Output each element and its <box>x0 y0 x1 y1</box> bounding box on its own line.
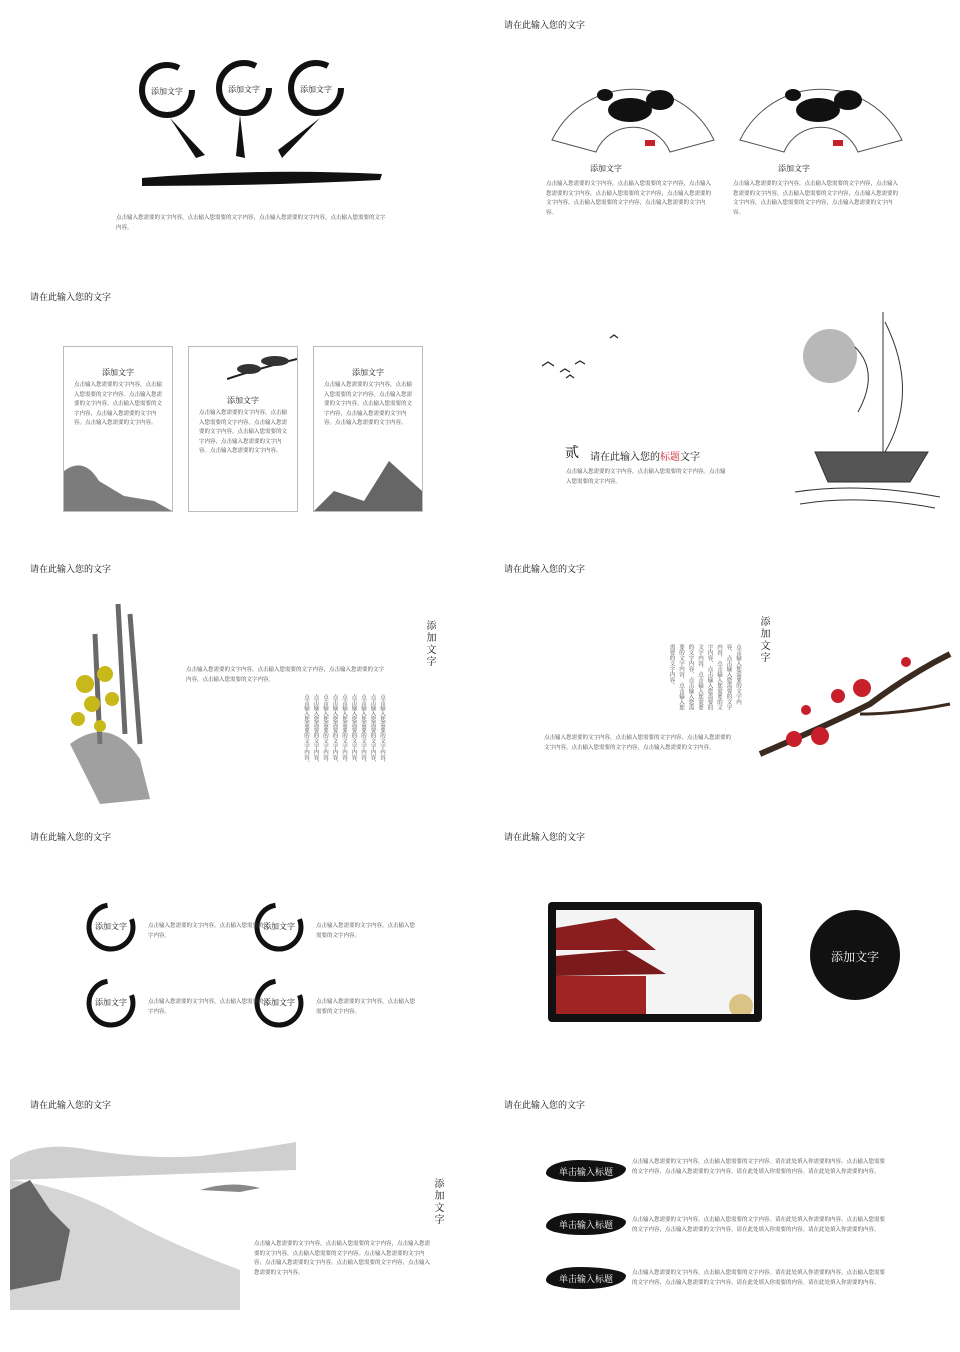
card-3[interactable] <box>313 346 423 512</box>
slide-6 <box>480 544 960 812</box>
title-highlight: 标题 <box>660 452 680 463</box>
slide-header[interactable]: 请在此输入您的文字 <box>30 833 112 843</box>
row-3-label[interactable]: 单击输入标题 <box>546 1267 626 1289</box>
vertical-body[interactable]: 点击输入您需要的文字内容，点击输入您需要的文字内容，点击输入您需要的文字内容，点击输入您需要的文字内容，点击输入您需要的文字内容，点击输入您需要的文字内容，点击输入您需要的文字内容，点击输入您需要的文字内容，点击输入您需要的文字内容。 <box>303 694 385 766</box>
pagoda-roof-icon <box>556 910 754 1014</box>
ring-body-1[interactable]: 点击输入您需要的文字内容，点击输入您需要的文字内容。 <box>148 923 270 939</box>
slide-header[interactable]: 请在此输入您的文字 <box>30 293 112 303</box>
enso-label-3[interactable]: 添加文字 <box>300 85 332 94</box>
slide-5 <box>0 544 480 812</box>
card-1[interactable] <box>63 346 173 512</box>
slide-header[interactable]: 请在此输入您的文字 <box>504 565 586 575</box>
col-1-body[interactable]: 点击输入您需要的文字内容，点击输入您需要的文字内容，点击输入您需要的文字内容，点击输入您需要的文字内容，点击输入您需要的文字内容，点击输入您需要的文字内容，点击输入您需要的文字内容。 <box>546 181 712 216</box>
title-part-c: 文字 <box>680 452 700 463</box>
vertical-title[interactable]: 添加文字 <box>758 616 769 664</box>
row-1-body[interactable]: 点击输入您需要的文字内容，点击输入您需要的文字内容。请在此处填入你需要的内容。点击输入您需要的文字内容，点击输入您需要的文字内容。请在此处填入你需要的内容。请在此处填入你需要的内容。 <box>632 1159 886 1175</box>
ring-body-4[interactable]: 点击输入您需要的文字内容，点击输入您需要的文字内容。 <box>316 999 416 1015</box>
circle-label[interactable]: 添加文字 <box>830 950 879 964</box>
enso-label-1[interactable]: 添加文字 <box>151 87 183 96</box>
folding-fan-paintings <box>480 0 960 268</box>
body-text[interactable]: 点击输入您需要的文字内容，点击输入您需要的文字内容，点击输入您需要的文字内容，点击输入您需要的文字内容。点击输入您需要的文字内容，点击输入您需要的文字内容，点击输入您需要的文字内容，点击输入您需要的文字内容。 <box>254 1241 431 1276</box>
card-title: 添加文字 <box>102 368 134 377</box>
slide-8 <box>480 812 960 1080</box>
slide-4 <box>480 272 960 540</box>
vertical-title[interactable]: 添加文字 <box>424 620 435 668</box>
slide-7 <box>0 812 480 1080</box>
ring-label-3[interactable]: 添加文字 <box>95 998 127 1007</box>
card-title: 添加文字 <box>352 368 384 377</box>
row-3-body[interactable]: 点击输入您需要的文字内容，点击输入您需要的文字内容。请在此处填入你需要的内容。点击输入您需要的文字内容，点击输入您需要的文字内容。请在此处填入你需要的内容。请在此处填入你需要的内容。 <box>632 1270 886 1286</box>
body-text[interactable]: 点击输入您需要的文字内容，点击输入您需要的文字内容，点击输入您需要的文字内容，点击输入您需要的文字内容。 <box>186 667 385 683</box>
enso-label-2[interactable]: 添加文字 <box>228 85 260 94</box>
mountain-landscape-painting <box>0 1080 480 1348</box>
slide-header[interactable]: 请在此输入您的文字 <box>30 1101 112 1111</box>
ink-mountain-icon <box>314 451 422 511</box>
ink-ring-icons <box>0 812 480 1080</box>
slide-header[interactable]: 请在此输入您的文字 <box>504 1101 586 1111</box>
section-numeral[interactable]: 贰 <box>565 445 579 461</box>
plum-blossom-painting <box>750 644 960 764</box>
card-body: 点击输入您需要的文字内容，点击输入您需要的文字内容。点击输入您需要的文字内容。点击输入您需要的文字内容，点击输入您需要的文字内容。点击输入您需要的文字内容。 <box>324 382 413 427</box>
ring-label-1[interactable]: 添加文字 <box>95 922 127 931</box>
slide-1 <box>0 0 480 268</box>
slide-header[interactable]: 请在此输入您的文字 <box>504 833 586 843</box>
col-2-body[interactable]: 点击输入您需要的文字内容，点击输入您需要的文字内容，点击输入您需要的文字内容，点击输入您需要的文字内容，点击输入您需要的文字内容，点击输入您需要的文字内容，点击输入您需要的文字内容。 <box>733 181 899 216</box>
ring-body-2[interactable]: 点击输入您需要的文字内容，点击输入您需要的文字内容。 <box>316 923 416 939</box>
col-1-title[interactable]: 添加文字 <box>590 164 622 173</box>
pine-branch-icon <box>227 349 297 389</box>
ring-body-3[interactable]: 点击输入您需要的文字内容，点击输入您需要的文字内容。 <box>148 999 270 1015</box>
sailboat-illustration <box>480 272 960 540</box>
slide-10 <box>480 1080 960 1348</box>
slide-2 <box>480 0 960 268</box>
row-1-label[interactable]: 单击输入标题 <box>546 1160 626 1182</box>
ink-frame <box>548 902 762 1022</box>
col-2-title[interactable]: 添加文字 <box>778 164 810 173</box>
pagoda-photo <box>556 910 754 1014</box>
vertical-title[interactable]: 添加文字 <box>432 1178 443 1226</box>
ring-label-2[interactable]: 添加文字 <box>263 922 295 931</box>
ring-label-4[interactable]: 添加文字 <box>263 998 295 1007</box>
section-body[interactable]: 点击输入您需要的文字内容，点击输入您需要的文字内容。点击输入您需要的文字内容。 <box>566 469 726 485</box>
section-title[interactable] <box>590 448 700 463</box>
slide-9 <box>0 1080 480 1348</box>
row-2-label[interactable]: 单击输入标题 <box>546 1213 626 1235</box>
vertical-body[interactable]: 点击输入您需要的文字内容，点击输入您需要的文字内容，点击输入您需要的文字内容，点击输入您需要的文字内容，点击输入您需要的文字内容，点击输入您需要的文字内容，点击输入您需要的文字内容。 <box>668 644 741 710</box>
card-2[interactable] <box>188 346 298 512</box>
card-body: 点击输入您需要的文字内容，点击输入您需要的文字内容。点击输入您需要的文字内容。点击输入您需要的文字内容，点击输入您需要的文字内容。点击输入您需要的文字内容。 <box>74 382 163 427</box>
slide-header[interactable]: 请在此输入您的文字 <box>30 565 112 575</box>
card-title: 添加文字 <box>227 396 259 405</box>
card-body: 点击输入您需要的文字内容，点击输入您需要的文字内容。点击输入您需要的文字内容。点击输入您需要的文字内容，点击输入您需要的文字内容。点击输入您需要的文字内容。 <box>199 410 288 455</box>
ink-landscape-icon <box>64 451 172 511</box>
body-text[interactable]: 点击输入您需要的文字内容，点击输入您需要的文字内容，点击输入您需要的文字内容，点击输入您需要的文字内容。 <box>116 215 386 231</box>
body-text[interactable]: 点击输入您需要的文字内容，点击输入您需要的文字内容，点击输入您需要的文字内容，点击输入您需要的文字内容，点击输入您需要的文字内容。 <box>544 735 732 751</box>
row-2-body[interactable]: 点击输入您需要的文字内容，点击输入您需要的文字内容。请在此处填入你需要的内容。点击输入您需要的文字内容，点击输入您需要的文字内容。请在此处填入你需要的内容。请在此处填入你需要的内容。 <box>632 1217 886 1233</box>
slide-header[interactable]: 请在此输入您的文字 <box>504 21 586 31</box>
title-part-a: 请在此输入您的 <box>590 452 660 463</box>
